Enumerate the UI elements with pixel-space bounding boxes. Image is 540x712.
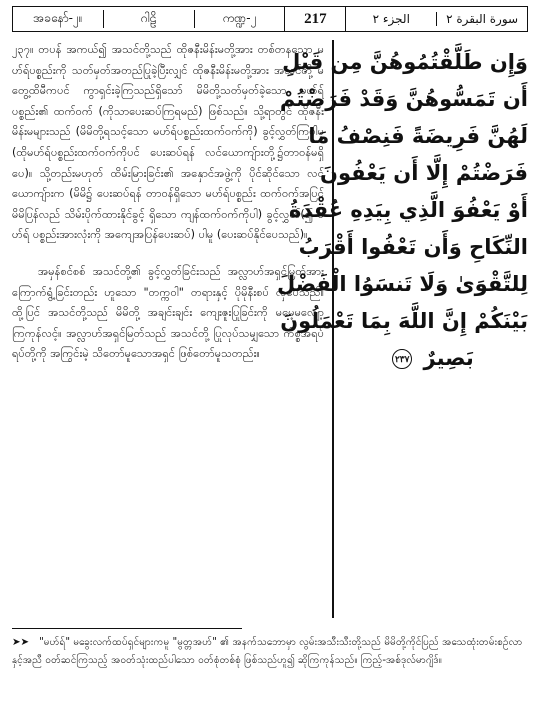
arabic-line-last <box>338 340 528 377</box>
header-juz: الجزء ٢ <box>372 12 410 26</box>
footnote-rule <box>12 628 242 629</box>
header-center-right: ကဏ္ဍ-၂ <box>194 10 285 28</box>
page-body <box>12 40 528 618</box>
arabic-line: أَوْ يَعْفُوَ الَّذِي بِيَدِهِ عُقْدَةُ <box>289 198 528 222</box>
arabic-line: النِّكَاحِ وَأَن تَعْفُوا أَقْرَبُ <box>298 235 528 259</box>
arabic-line-text: بَصِيرٌ <box>423 346 474 370</box>
footnote-text: "မဟ်ရ်" မခွေးလက်ထပ်ရှင်များကမူ "မွတ္တအဟ်" ၏ အနက်သဘောမှာ လွမ်းအသီးသီးတို့သည် မိမိတို့ကိုင်ပြည် အသေထုံးတမ်းစဉ်လာနှင့်အညီ ဝတ်ဆင်ကြသည့် အဝတ်သုံးထည်ပါသော ဝတ်စုံတစ်စုံ ဖြစ်သည်ဟူ၍ ဆိုကြကုန်သည်။ ကြည့်-အစ်ဒုလ်မာဂျိဒ်။ <box>12 637 523 666</box>
arabic-line: فَرَضْتُمْ إِلَّا أَن يَعْفُونَ <box>320 161 528 185</box>
verse-number-marker: ٢٣٧ <box>392 349 412 369</box>
translation-paragraph: ၂၃၇။ တပန် အကယ်၍ အသင်တို့သည် ထိုဇနီးမိန်းမတို့အား တစ်တနသော မဟ်ရ်ပစ္စည်းကို သတ်မှတ်အတည်ပြုခဲ့ပြီးလျှင် ထိုဇနီးမိန်းမတို့အား အသင်တို့ မတွေ့ထိမီကပင် ကွာရှင်းခဲ့ကြသည်ရှိသော် မိမိတို့သတ်မှတ်ခဲ့သော မဟ်ရ်ပစ္စည်း၏ ထက်ဝက် (ကိုသာပေးဆပ်ကြရမည်) ဖြစ်သည်။ သို့ရာတွင် ထိုဇနီးမိန်းမများသည် (မိမိတို့ရသင့်သော မဟ်ရ်ပစ္စည်းထက်ဝက်ကို) ခွင့်လွှတ်ကြပါမူ (ထိုမဟ်ရ်ပစ္စည်းထက်ဝက်ကိုပင် ပေးဆပ်ရန် လင်ယောကျ်ားတို့၌တာဝန်မရှိပေ)။ သို့တည်းမဟုတ် ထိမ်းမြားခြင်း၏ အနှောင်အဖွဲ့ကို ပိုင်ဆိုင်သော လင်ယောကျ်ားက (မိမိ၌ ပေးဆပ်ရန် တာဝန်ရှိသော မဟ်ရ်ပစ္စည်း ထက်ဝက်အပြင် မိမိပြန်လည် သိမ်းပိုက်ထားနိုင်ခွင့် ရှိသော ကျန်ထက်ဝက်ကိုပါ) ခွင့်လွှတ်(၍ မဟ်ရ် ပစ္စည်းအားလုံးကို အကျေအပြန်ပေးဆပ်) ပါမူ (ပေးဆပ်နိုင်ပေသည်)။ <box>12 43 324 242</box>
arabic-line: أَن تَمَسُّوهُنَّ وَقَدْ فَرَضْتُمْ <box>279 87 528 111</box>
page-header <box>12 6 528 32</box>
header-surah: سورة البقرة ٢ <box>436 12 527 26</box>
page-number: 217 <box>284 7 346 31</box>
footnote <box>12 634 528 670</box>
translation-paragraph: အမှန်စင်စစ် အသင်တို့၏ ခွင့်လွှတ်ခြင်းသည် အလ္လာဟ်အရှင်မြတ်အား ကြောက်ရွံ့ခြင်းတည်း ဟူသော "တက္ကဝါ" တရားနှင့် ပိုမိုနီးစပ် လှပေသည်။ ထို့ပြင် အသင်တို့သည် မိမိတို့ အချင်းချင်း ကျေးဇူးပြုခြင်းကို မမေ့မလျော့ ကြကုန်လင့်။ အလ္လာဟ်အရှင်မြတ်သည် အသင်တို့ ပြုလုပ်သမျှသော ကိစ္စအရပ်ရပ်တို့ကို အကြွင်းမဲ့ သိတော်မူသောအရှင် ဖြစ်တော်မူသတည်း။ <box>12 264 324 361</box>
arabic-line: لِلتَّقْوَىٰ وَلَا تَنسَوُا الْفَضْلَ <box>276 272 528 296</box>
arabic-verse-column <box>276 44 528 464</box>
arabic-line: بَيْنَكُمْ إِنَّ اللَّهَ بِمَا تَعْمَلُونَ <box>280 309 528 333</box>
header-center-left: ဂါဠိ <box>103 10 194 28</box>
translation-column <box>12 40 324 618</box>
footnote-marker: ➤➤ <box>12 637 30 648</box>
header-section-label: အခနော်-၂။ <box>33 11 83 25</box>
arabic-line: وَإِن طَلَّقْتُمُوهُنَّ مِن قَبْلِ <box>282 50 528 74</box>
arabic-line: لَهُنَّ فَرِيضَةً فَنِصْفُ مَا <box>308 124 528 148</box>
